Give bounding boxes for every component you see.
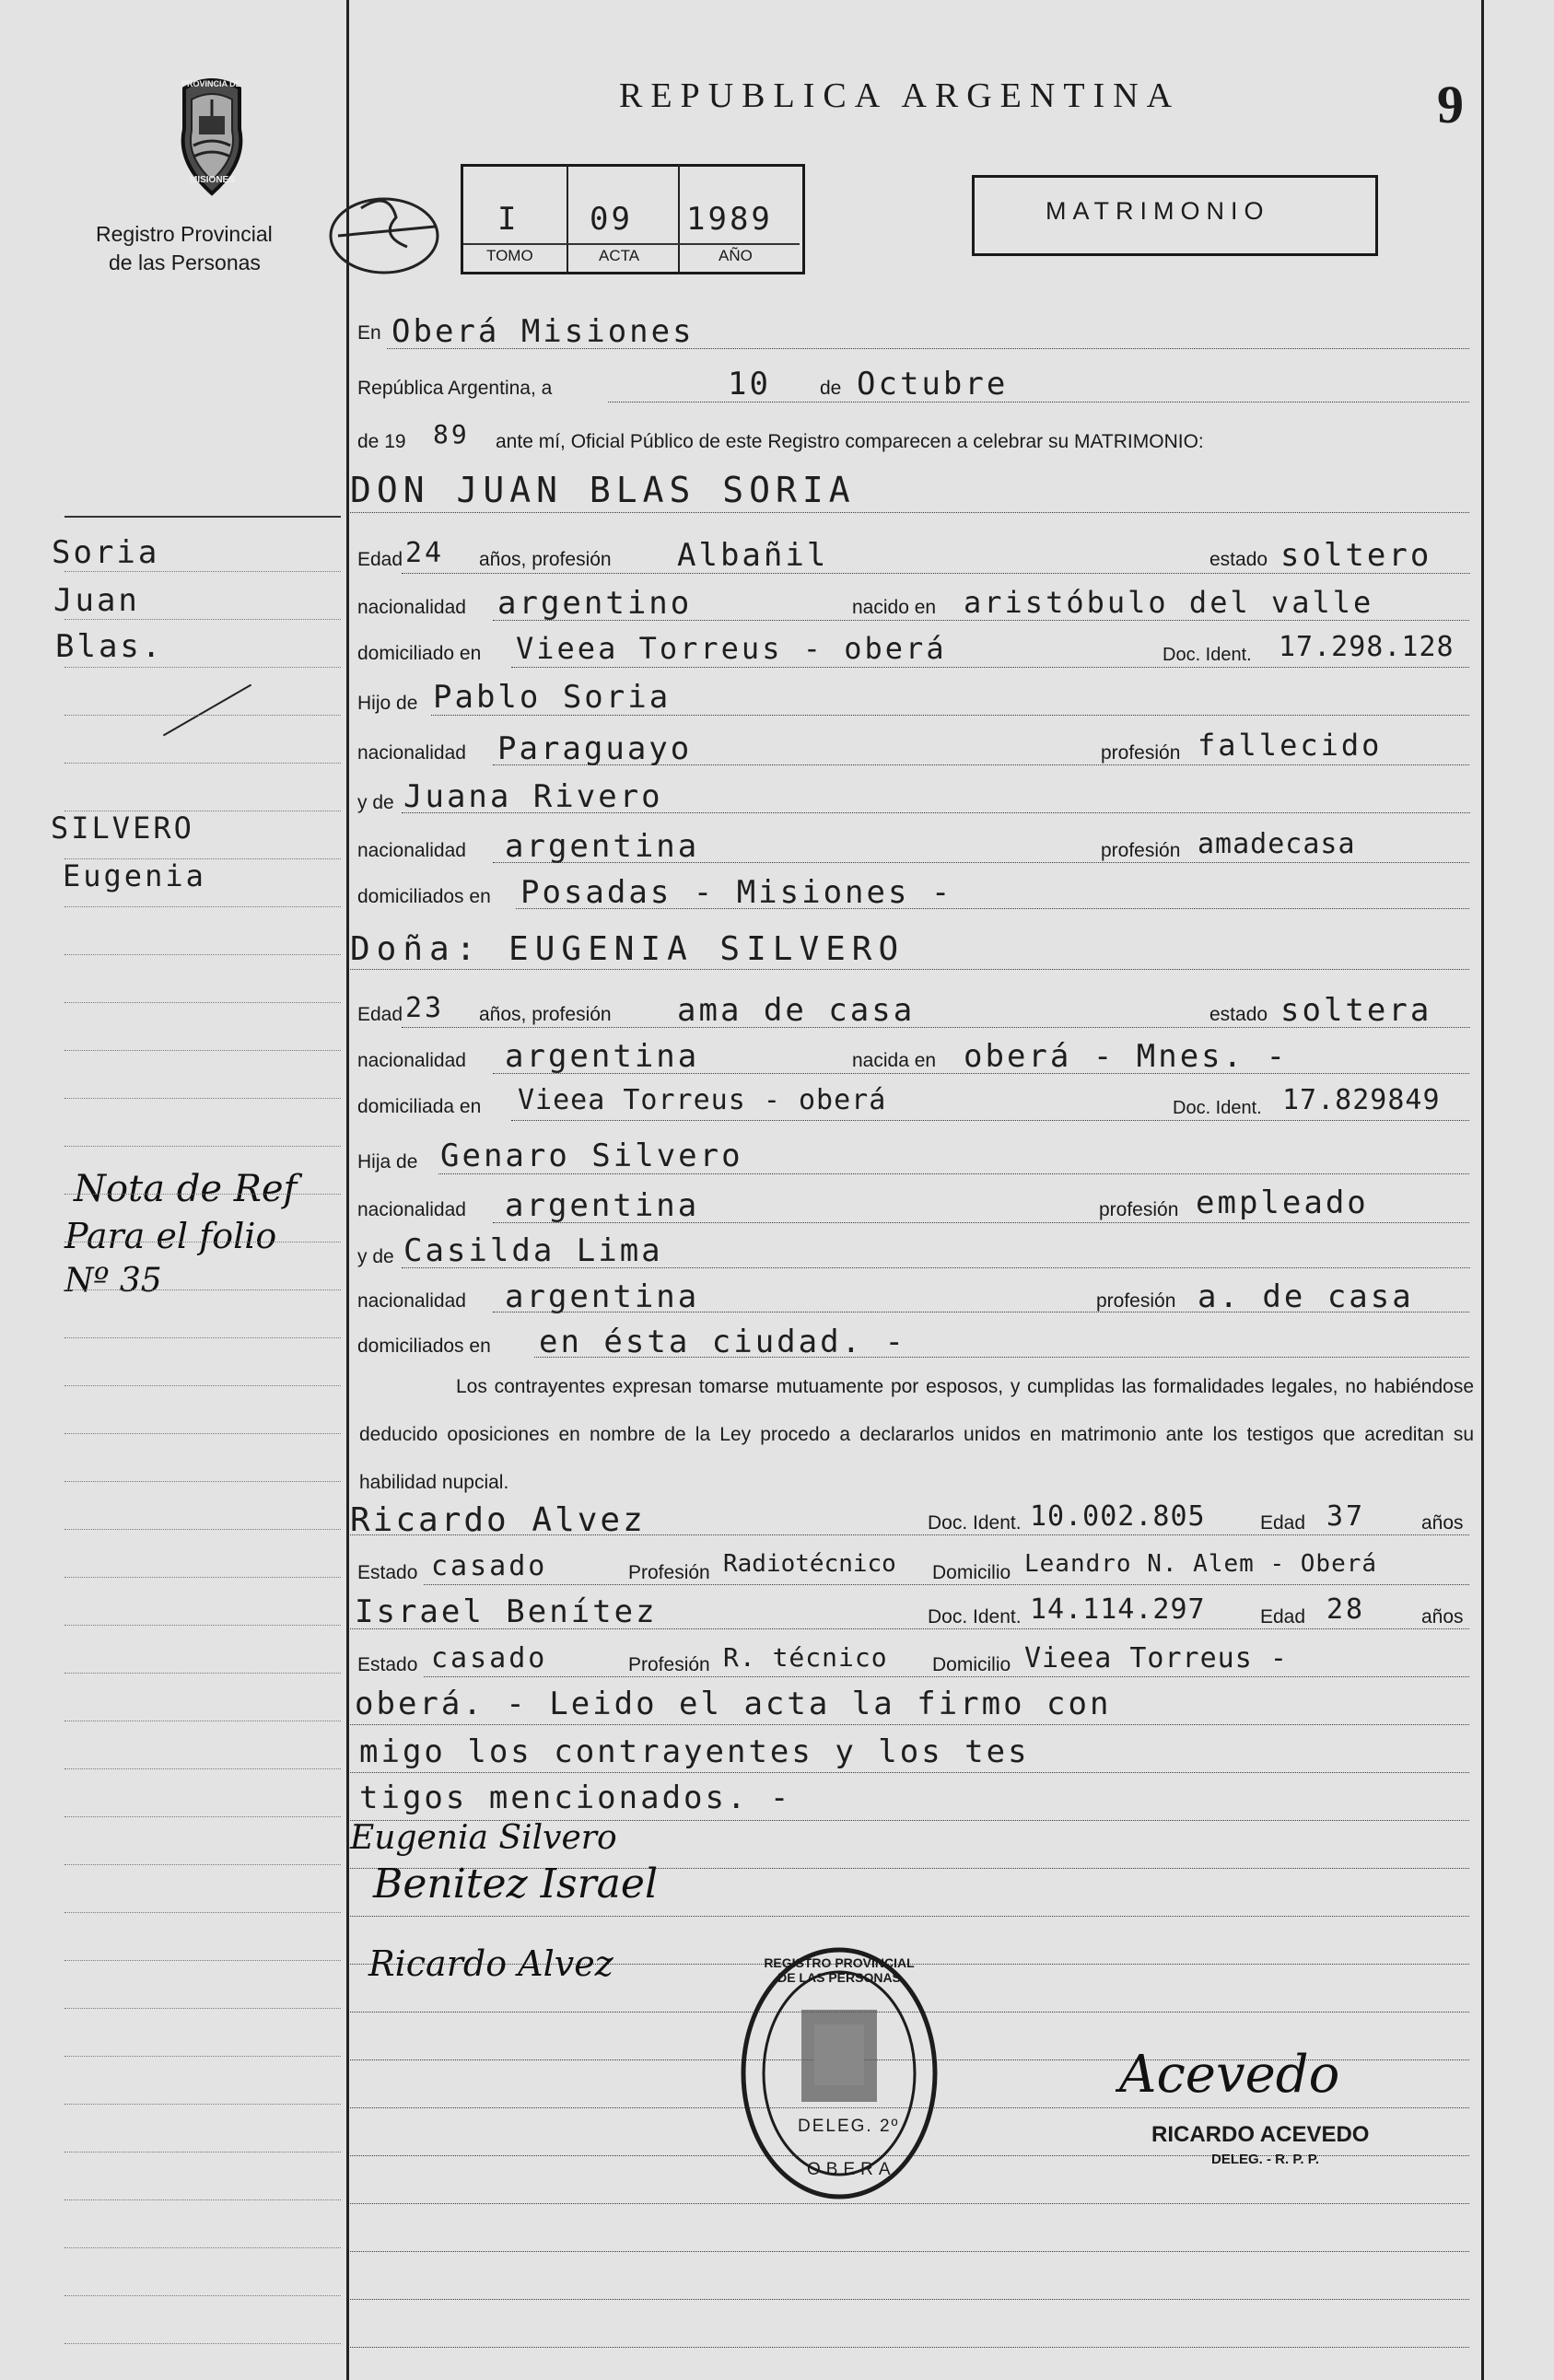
groom-heading: DON JUAN BLAS SORIA [350,470,856,510]
witness2-doc-label: Doc. Ident. [928,1606,1022,1628]
handwritten-mark-icon [324,181,444,282]
bride-mother-profession-label: profesión [1096,1290,1176,1312]
closing-line-2-rule [350,1772,1469,1773]
witness1-estado-label: Estado [357,1562,418,1583]
margin-rule [64,1289,341,1290]
groom-nationality-line [493,620,1469,621]
de-label: de [820,378,842,399]
groom-mother: Juana Rivero [403,778,663,815]
event-month: Octubre [857,366,1009,402]
witness2-edad-label: Edad [1260,1606,1306,1628]
bride-heading-line [350,969,1469,970]
witness1-anos-label: años [1421,1512,1464,1534]
margin-rule [64,667,341,668]
bride-father: Genaro Silvero [440,1138,743,1174]
margin-note-line1: Nota de Ref [74,1168,298,1210]
margin-rule [64,954,341,955]
margin-rule [64,2104,341,2105]
witness2-profesion-label: Profesión [628,1654,710,1675]
margin-rule [64,715,341,716]
margin-rule [64,1481,341,1482]
margin-rule [64,2056,341,2057]
bride-anos-profesion-label: años, profesión [479,1004,612,1025]
hija-de-label: Hija de [357,1151,418,1172]
margin-rule [64,1816,341,1817]
event-place: Oberá Misiones [391,313,695,350]
margin-rule [64,2247,341,2248]
year-prefix-label: de 19 [357,431,406,452]
witness1-domicilio-label: Domicilio [932,1562,1011,1583]
event-year-suffix: 89 [433,419,470,449]
en-label: En [357,322,381,344]
witness2-estado-line [424,1676,1469,1677]
margin-rule [64,858,341,859]
groom-age: 24 [405,537,445,569]
bride-father-nationality-label: nacionalidad [357,1199,466,1220]
margin-rule [64,1146,341,1147]
groom-mother-line [402,812,1470,813]
tomo-label: TOMO [486,247,533,264]
margin-rule [64,1433,341,1434]
witness1-status: casado [431,1550,548,1582]
acta-label: ACTA [599,247,640,264]
bride-father-profession: empleado [1196,1184,1369,1221]
bride-doc-number: 17.829849 [1282,1084,1441,1116]
witness2-line [350,1628,1469,1629]
bride-mother: Casilda Lima [403,1232,663,1269]
right-border-line [1481,0,1484,2380]
margin-rule [64,1864,341,1865]
tomo-value: I [497,201,520,238]
bride-domicile-label: domiciliada en [357,1096,482,1117]
witness2-status: casado [431,1642,548,1674]
margin-rule [64,2295,341,2296]
witness1-doc: 10.002.805 [1030,1500,1206,1533]
bride-mother-nationality-label: nacionalidad [357,1290,466,1312]
closing-line-3: tigos mencionados. - [359,1779,792,1816]
bride-edad-line [402,1027,1470,1028]
seal-center-text: DELEG. 2º [798,2117,900,2136]
act-type-label: MATRIMONIO [1046,197,1270,225]
republica-label: República Argentina, a [357,378,553,399]
ruled-line [350,2203,1469,2204]
witness1-doc-label: Doc. Ident. [928,1512,1022,1534]
groom-anos-profesion-label: años, profesión [479,549,612,570]
ano-value: 1989 [686,201,773,238]
closing-line-1: oberá. - Leido el acta la firmo con [355,1686,1112,1722]
groom-edad-label: Edad [357,549,403,570]
margin-rule [64,1912,341,1913]
groom-mother-nationality: argentina [505,828,700,865]
groom-profession: Albañil [677,537,829,574]
margin-rule [64,619,341,620]
groom-father: Pablo Soria [433,679,672,716]
witness1-line [350,1534,1469,1535]
seal-bottom-text: OBERA [807,2160,896,2179]
record-box-divider-2 [678,164,680,272]
margin-rule [64,1577,341,1578]
witness2-age: 28 [1326,1593,1366,1626]
witness1-edad-label: Edad [1260,1512,1306,1534]
groom-father-nationality-line [493,764,1469,765]
witness2-name: Israel Benítez [355,1593,658,1630]
emblem-top-text: PROVINCIA DE [181,79,241,88]
margin-rule [64,1673,341,1674]
margin-rule [64,1337,341,1338]
bride-father-profession-label: profesión [1099,1199,1179,1220]
bride-nacida-label: nacida en [852,1050,937,1071]
official-name: RICARDO ACEVEDO [1151,2122,1370,2147]
bride-parents-domicile-label: domiciliados en [357,1336,491,1357]
groom-estado-label: estado [1209,549,1268,570]
margin-rule [64,763,341,764]
margin-groom-given2: Blas. [55,628,164,665]
margin-rule [64,1002,341,1003]
margin-rule [64,1385,341,1386]
margin-rule [64,2343,341,2344]
bride-father-line [438,1173,1469,1174]
witness2-domicilio-label: Domicilio [932,1654,1011,1675]
margin-rule [64,1050,341,1051]
groom-mother-profession: amadecasa [1198,828,1356,860]
groom-nationality: argentino [497,585,693,622]
bride-father-nationality: argentina [505,1187,700,1224]
official-title: DELEG. - R. P. P. [1211,2152,1319,2167]
event-day: 10 [728,366,771,402]
bride-marital-status: soltera [1280,992,1432,1029]
witness2-anos-label: años [1421,1606,1464,1628]
margin-bride-surname: SILVERO [51,811,194,846]
margin-rule [64,571,341,572]
acta-value: 09 [590,201,633,238]
groom-marital-status: soltero [1280,537,1432,574]
witness2-profession: R. técnico [723,1642,888,1673]
witness1-profesion-label: Profesión [628,1562,710,1583]
groom-birthplace: aristóbulo del valle [964,585,1374,620]
seal-ring-text: REGISTRO PROVINCIAL DE LAS PERSONAS [764,1955,915,1985]
registry-name-line1: Registro Provincial [96,222,273,246]
margin-note-line3: Nº 35 [64,1262,162,1300]
witness1-signature: Ricardo Alvez [368,1943,613,1984]
margin-rule [64,906,341,907]
margin-groom-given1: Juan [53,582,140,619]
margin-rule [64,1098,341,1099]
bride-mother-line [402,1267,1470,1268]
groom-father-line [431,715,1469,716]
margin-top-rule [64,516,341,518]
closing-line-1-rule [350,1724,1469,1725]
place-line [387,348,1469,349]
spouse-signature: Eugenia Silvero [350,1819,617,1857]
groom-father-profession: fallecido [1198,728,1383,763]
ruled-line [350,1916,1469,1917]
groom-doc-label: Doc. Ident. [1163,645,1252,665]
witness1-address: Leandro N. Alem - Oberá [1024,1550,1378,1578]
margin-bride-given: Eugenia [63,858,206,893]
witness2-estado-label: Estado [357,1654,418,1675]
groom-doc-number: 17.298.128 [1279,631,1455,663]
groom-nacido-label: nacido en [852,597,937,618]
country-title: REPUBLICA ARGENTINA [619,76,1181,115]
bride-nationality-line [493,1073,1469,1074]
record-box-divider-1 [567,164,568,272]
groom-father-nationality: Paraguayo [497,730,693,767]
groom-mother-nationality-label: nacionalidad [357,840,466,861]
groom-parents-address: Posadas - Misiones - [520,874,953,911]
bride-heading: Doña: EUGENIA SILVERO [350,930,906,968]
registry-name-line2: de las Personas [109,251,261,274]
groom-parents-domicile-line [516,908,1469,909]
bride-mother-nationality: argentina [505,1278,700,1315]
emblem-bottom-text: MISIONES [190,175,235,185]
ruled-line [350,2299,1469,2300]
witness1-profession: Radiotécnico [723,1550,896,1578]
bride-edad-label: Edad [357,1004,403,1025]
closing-line-2: migo los contrayentes y los tes [359,1733,1030,1770]
groom-parents-domicile-label: domiciliados en [357,886,491,907]
ano-label: AÑO [719,247,753,264]
ceremony-text: Los contrayentes expresan tomarse mutuamente por esposos, y cumplidas las formalidades legales, no habiéndose deducido oposiciones en nombre de la Ley procedo a declararlos unidos en matrimonio ante los testigos que acreditan su habilidad nupcial. [359,1376,1474,1493]
margin-rule [64,1768,341,1769]
ruled-line [350,2347,1469,2348]
bride-estado-label: estado [1209,1004,1268,1025]
groom-heading-line [350,512,1469,513]
bride-birthplace: oberá - Mnes. - [964,1038,1289,1075]
groom-domicile-label: domiciliado en [357,643,482,664]
margin-note-line2: Para el folio [64,1216,277,1256]
groom-mother-label: y de [357,792,394,813]
bride-domicile-line [511,1120,1469,1121]
bride-mother-profession: a. de casa [1198,1278,1414,1315]
bride-parents-domicile-line [534,1357,1469,1358]
witness1-estado-line [424,1584,1469,1585]
witness2-address: Vieea Torreus - [1024,1642,1288,1674]
margin-groom-surname: Soria [52,534,160,571]
witness1-name: Ricardo Alvez [350,1501,646,1539]
groom-nationality-label: nacionalidad [357,597,466,618]
groom-father-profession-label: profesión [1101,742,1181,764]
witness2-signature: Benitez Israel [373,1861,659,1908]
official-signature: Acevedo [1119,2045,1340,2105]
groom-mother-nationality-line [493,862,1469,863]
groom-domicile-line [511,667,1469,668]
bride-nationality: argentina [505,1038,700,1075]
witness2-doc: 14.114.297 [1030,1593,1206,1626]
groom-address: Vieea Torreus - oberá [516,631,947,666]
intro-text: ante mí, Oficial Público de este Registro comparecen a celebrar su MATRIMONIO: [496,431,1204,452]
margin-slash-mark [163,684,251,737]
witness1-age: 37 [1326,1500,1366,1533]
record-box-rule [463,243,800,245]
margin-rule [64,1625,341,1626]
margin-rule [64,1529,341,1530]
bride-mother-label: y de [357,1246,394,1267]
bride-doc-label: Doc. Ident. [1173,1098,1262,1118]
bride-address: Vieea Torreus - oberá [518,1084,887,1116]
bride-age: 23 [405,992,445,1024]
bride-parents-address: en ésta ciudad. - [539,1324,906,1360]
groom-edad-line [402,573,1470,574]
margin-rule [64,2199,341,2200]
page-number: 9 [1437,75,1464,134]
groom-father-nationality-label: nacionalidad [357,742,466,764]
margin-rule [64,1960,341,1961]
groom-mother-profession-label: profesión [1101,840,1181,861]
bride-profession: ama de casa [677,992,916,1029]
bride-nationality-label: nacionalidad [357,1050,466,1071]
bride-father-nationality-line [493,1222,1469,1223]
margin-rule [64,2008,341,2009]
margin-rule [64,1194,341,1195]
hijo-de-label: Hijo de [357,693,418,714]
margin-divider-line [346,0,349,2380]
ruled-line [350,2251,1469,2252]
